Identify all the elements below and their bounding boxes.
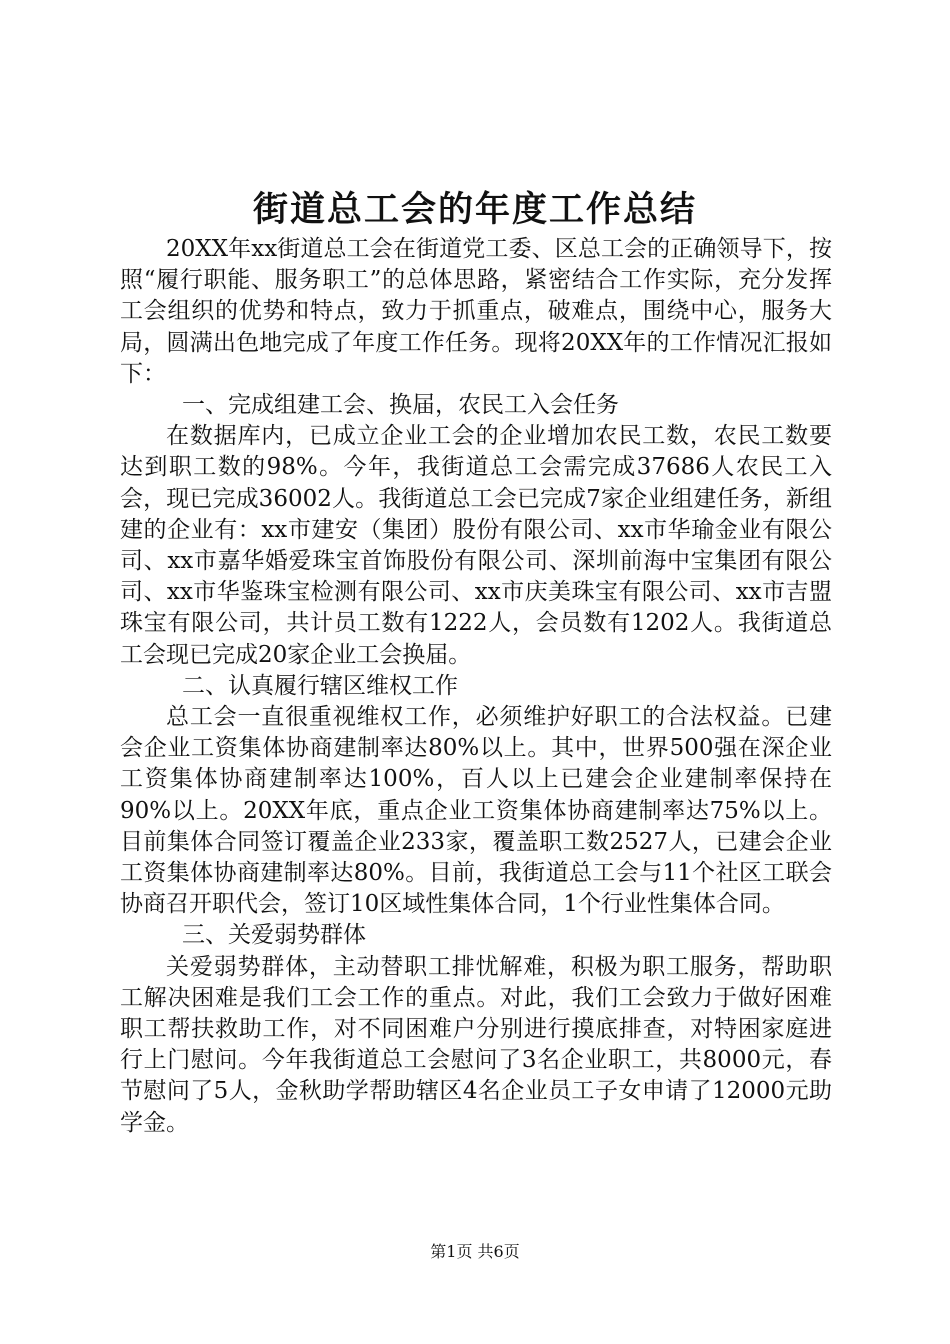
section-paragraph-1: 在数据库内，已成立企业工会的企业增加农民工数，农民工数要达到职工数的98%。今年，我街道总工会需完成37686人农民工入会，现已完成36002人。我街道总工会已完成7家企业组建任务，新组建的企业有：xx市建安（集团）股份有限公司、xx市华瑜金业有限公司、xx市嘉华婚爱珠宝首饰股份有限公司、深圳前海中宝集团有限公司、xx市华鉴珠宝检测有限公司、xx市庆美珠宝有限公司、xx市吉盟珠宝有限公司，共计员工数有1222人，会员数有1202人。我街道总工会现已完成20家企业工会换届。 [120,423,832,668]
section-paragraph-3: 关爱弱势群体，主动替职工排忧解难，积极为职工服务，帮助职工解决困难是我们工会工作的重点。对此，我们工会致力于做好困难职工帮扶救助工作，对不同困难户分别进行摸底排查，对特困家庭进行上门慰问。今年我街道总工会慰问了3名企业职工，共8000元，春节慰问了5人，金秋助学帮助辖区4名企业员工子女申请了12000元助学金。 [120,953,832,1136]
section-heading-3: 三、关爱弱势群体 [182,922,366,949]
section-heading-2: 二、认真履行辖区维权工作 [182,672,458,699]
document-title: 街道总工会的年度工作总结 [252,190,697,230]
document-body [120,234,832,1139]
intro-paragraph: 20XX年xx街道总工会在街道党工委、区总工会的正确领导下，按照“履行职能、服务职工”的总体思路，紧密结合工作实际，充分发挥工会组织的优势和特点，致力于抓重点，破难点，围绕中心，服务大局，圆满出色地完成了年度工作任务。现将20XX年的工作情况汇报如下： [120,236,832,387]
page-number-footer: 第1页 共6页 [430,1242,520,1261]
section-paragraph-2: 总工会一直很重视维权工作，必须维护好职工的合法权益。已建会企业工资集体协商建制率达80%以上。其中，世界500强在深企业工资集体协商建制率达100%，百人以上已建会企业建制率保持在90%以上。20XX年底，重点企业工资集体协商建制率达75%以上。目前集体合同签订覆盖企业233家，覆盖职工数2527人，已建会企业工资集体协商建制率达80%。目前，我街道总工会与11个社区工联会协商召开职代会，签订10区域性集体合同，1个行业性集体合同。 [120,704,832,918]
section-heading-1: 一、完成组建工会、换届，农民工入会任务 [182,392,619,419]
